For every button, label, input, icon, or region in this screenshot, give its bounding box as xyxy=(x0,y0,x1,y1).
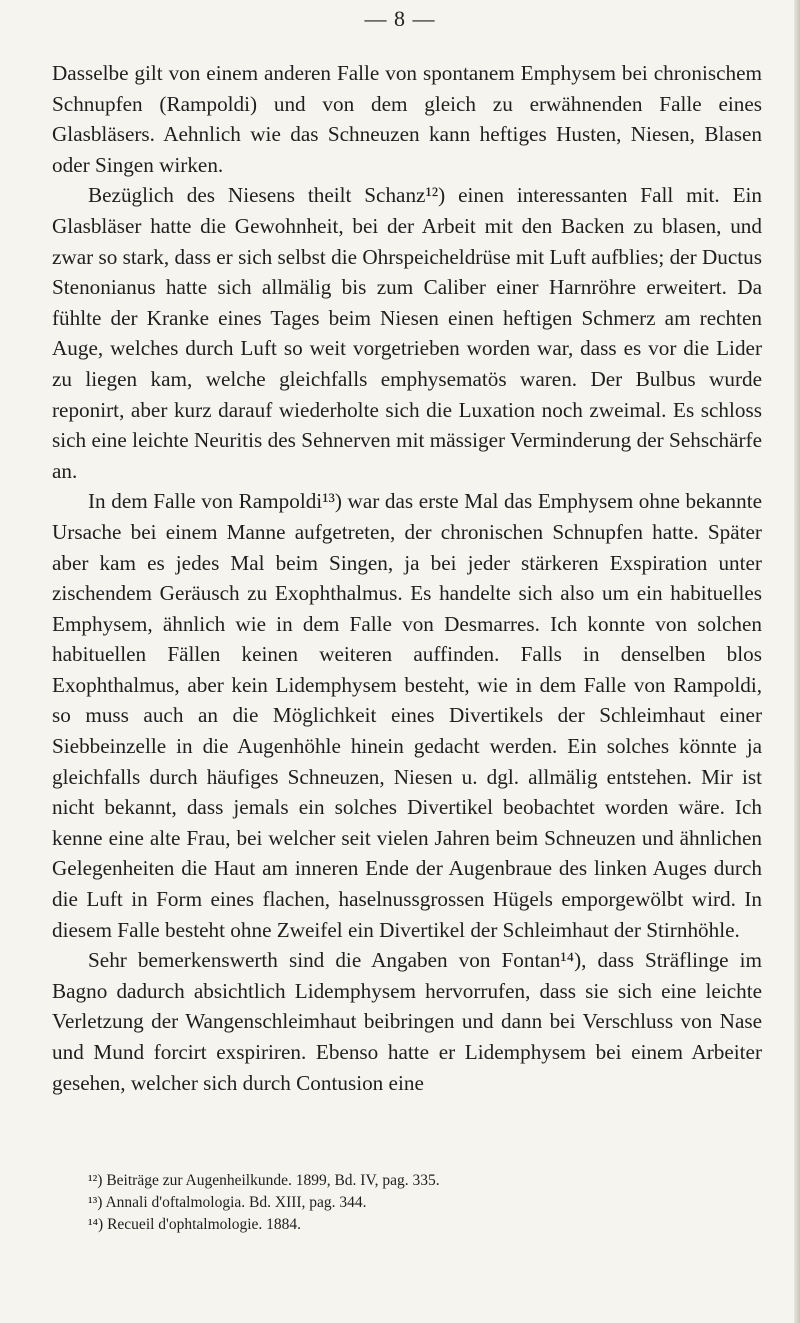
paragraph-2: Bezüglich des Niesens theilt Schanz¹²) einen interessanten Fall mit. Ein Glasbläser hatte die Gewohnheit, bei der Arbeit mit den Backen zu blasen, und zwar so stark, dass er sich selbst die Ohrspeicheldrüse mit Luft aufblies; der Ductus Stenonianus hatte sich allmälig bis zum Caliber einer Harnröhre erweitert. Da fühlte der Kranke eines Tages beim Niesen einen heftigen Schmerz am rechten Auge, welches durch Luft so weit vorgetrieben worden war, dass es vor die Lider zu liegen kam, welche gleichfalls emphysematös waren. Der Bulbus wurde reponirt, aber kurz darauf wiederholte sich die Luxation noch zweimal. Es schloss sich eine leichte Neuritis des Sehnerven mit mässiger Verminderung der Sehschärfe an. xyxy=(52,183,762,483)
paragraph-4: Sehr bemerkenswerth sind die Angaben von Fontan¹⁴), dass Sträflinge im Bagno dadurch absichtlich Lidemphysem hervorrufen, dass sie sich eine leichte Verletzung der Wangenschleimhaut beibringen und dann bei Verschluss von Nase und Mund forcirt exspiriren. Ebenso hatte er Lidemphysem bei einem Arbeiter gesehen, welcher sich durch Contusion eine xyxy=(52,948,762,1095)
body-text xyxy=(52,58,762,1098)
paragraph-1: Dasselbe gilt von einem anderen Falle von spontanem Emphysem bei chronischem Schnupfen (Rampoldi) und von dem gleich zu erwähnenden Falle eines Glasbläsers. Aehnlich wie das Schneuzen kann heftiges Husten, Niesen, Blasen oder Singen wirken. xyxy=(52,61,762,177)
paragraph-3: In dem Falle von Rampoldi¹³) war das erste Mal das Emphysem ohne bekannte Ursache bei einem Manne aufgetreten, der chronischen Schnupfen hatte. Später aber kam es jedes Mal beim Singen, ja bei jeder stärkeren Exspiration unter zischendem Geräusch zu Exophthalmus. Es handelte sich also um ein habituelles Emphysem, ähnlich wie in dem Falle von Desmarres. Ich konnte von solchen habituellen Fällen keinen weiteren auffinden. Falls in denselben blos Exophthalmus, aber kein Lidemphysem besteht, wie in dem Falle von Rampoldi, so muss auch an die Möglichkeit eines Divertikels der Schleimhaut einer Siebbeinzelle in die Augenhöhle hinein gedacht werden. Ein solches könnte ja gleichfalls durch häufiges Schneuzen, Niesen u. dgl. allmälig entstehen. Mir ist nicht bekannt, dass jemals ein solches Divertikel beobachtet worden wäre. Ich kenne eine alte Frau, bei welcher seit vielen Jahren beim Schneuzen und ähnlichen Gelegenheiten die Haut am inneren Ende der Augenbraue des linken Auges durch die Luft in Form eines flachen, haselnussgrossen Hügels emporgewölbt wird. In diesem Falle besteht ohne Zweifel ein Divertikel der Schleimhaut der Stirnhöhle. xyxy=(52,489,762,942)
footnotes xyxy=(52,1170,762,1236)
footnote-13: ¹³) Annali d'oftalmologia. Bd. XIII, pag. 344. xyxy=(88,1194,367,1211)
page-number: — 8 — xyxy=(364,6,436,31)
footnote-14: ¹⁴) Recueil d'ophtalmologie. 1884. xyxy=(88,1216,302,1233)
footnote-12: ¹²) Beiträge zur Augenheilkunde. 1899, Bd. IV, pag. 335. xyxy=(88,1172,440,1189)
page-edge-shadow xyxy=(794,0,800,1323)
